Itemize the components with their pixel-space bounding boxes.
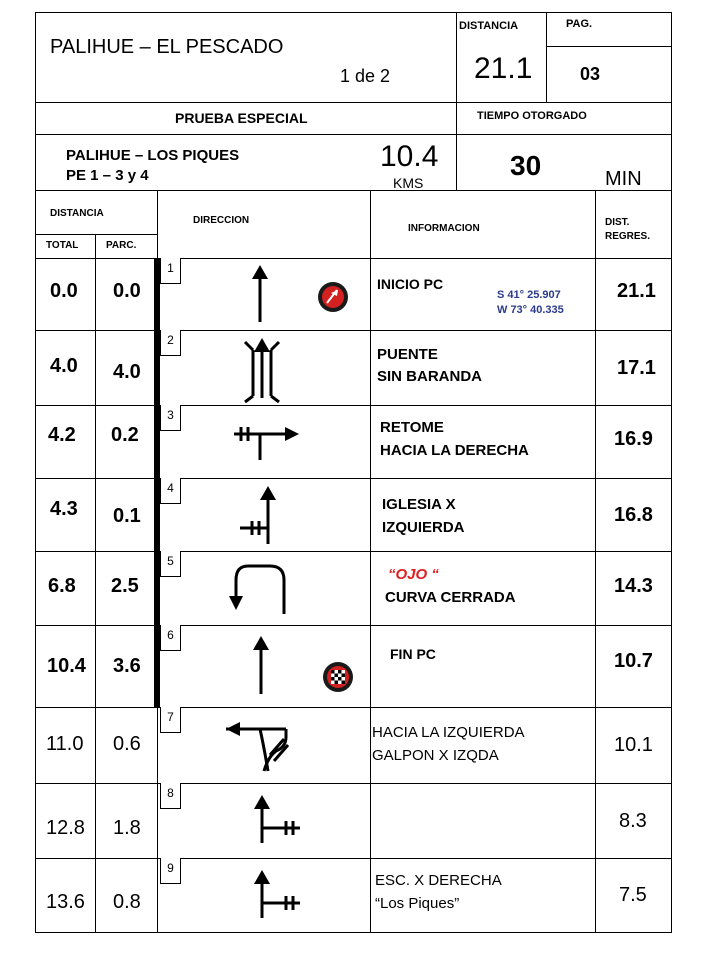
info-line-2: SIN BARANDA	[377, 368, 482, 385]
partial-distance: 3.6	[113, 655, 141, 677]
info-line-1: HACIA LA IZQUIERDA	[372, 724, 525, 741]
total-distance: 12.8	[46, 817, 85, 839]
turn-left-up-icon	[238, 486, 278, 546]
info-line-1: FIN PC	[390, 646, 436, 662]
col-direccion: DIRECCION	[193, 215, 250, 226]
total-distance: 4.2	[48, 424, 76, 446]
stage-km-unit: KMS	[393, 175, 424, 191]
step-number: 1	[160, 258, 181, 284]
total-distance: 6.8	[48, 575, 76, 597]
step-number: 3	[160, 405, 181, 431]
step-number: 2	[160, 330, 181, 356]
partial-distance: 0.2	[111, 424, 139, 446]
straight-right-junction-icon	[254, 870, 304, 920]
partial-distance: 0.1	[113, 505, 141, 527]
info-line-1: IGLESIA X	[382, 496, 456, 513]
fork-left-icon	[224, 717, 300, 773]
total-distance-value: 21.1	[474, 52, 533, 85]
step-number: 7	[160, 707, 181, 733]
stage-route: PALIHUE – LOS PIQUES	[66, 147, 240, 164]
warning-label: “OJO “	[388, 566, 439, 583]
col-dist-regres-2: REGRES.	[605, 231, 651, 242]
step-number: 5	[160, 551, 181, 577]
straight-right-junction-icon	[254, 795, 304, 845]
remaining-distance: 16.9	[614, 428, 653, 450]
info-line-2: “Los Piques”	[375, 895, 460, 912]
info-line-2: HACIA LA DERECHA	[380, 442, 529, 459]
tiempo-otorgado-label: TIEMPO OTORGADO	[477, 110, 587, 122]
pag-label: PAG.	[566, 18, 593, 30]
remaining-distance: 21.1	[617, 280, 656, 302]
arrow-straight-icon	[245, 265, 275, 325]
step-number: 9	[160, 858, 181, 884]
partial-distance: 2.5	[111, 575, 139, 597]
remaining-distance: 10.7	[614, 650, 653, 672]
gps-latitude: S 41° 25.907	[497, 289, 561, 301]
turn-right-icon	[232, 420, 302, 460]
col-parc: PARC.	[106, 240, 137, 251]
info-line-2: GALPON X IZQDA	[372, 747, 499, 764]
stage-km-value: 10.4	[380, 140, 439, 173]
col-informacion: INFORMACION	[408, 223, 480, 234]
partial-distance: 0.8	[113, 891, 141, 913]
partial-distance: 4.0	[113, 361, 141, 383]
time-unit: MIN	[605, 168, 642, 190]
remaining-distance: 16.8	[614, 504, 653, 526]
step-number: 4	[160, 478, 181, 504]
total-distance: 0.0	[50, 280, 78, 302]
time-value: 30	[510, 150, 542, 181]
total-distance: 4.3	[50, 498, 78, 520]
step-number: 8	[160, 783, 181, 809]
roadbook-title: PALIHUE – EL PESCADO	[50, 36, 284, 58]
bridge-icon	[240, 336, 284, 400]
step-number: 6	[160, 625, 181, 651]
total-distance: 10.4	[47, 655, 86, 677]
remaining-distance: 14.3	[614, 575, 653, 597]
remaining-distance: 17.1	[617, 357, 656, 379]
total-distance: 4.0	[50, 355, 78, 377]
remaining-distance: 8.3	[619, 810, 647, 832]
distancia-header: DISTANCIA	[459, 20, 519, 32]
total-distance: 11.0	[46, 733, 84, 755]
info-line-1: INICIO PC	[377, 276, 444, 292]
partial-distance: 1.8	[113, 817, 141, 839]
col-dist-regres-1: DIST.	[605, 217, 630, 228]
col-total: TOTAL	[46, 240, 79, 251]
page-of-label: 1 de 2	[340, 66, 391, 86]
gps-longitude: W 73° 40.335	[497, 304, 564, 316]
arrow-straight-icon	[246, 636, 276, 696]
stage-pe: PE 1 – 3 y 4	[66, 167, 149, 184]
remaining-distance: 10.1	[614, 734, 653, 756]
remaining-distance: 7.5	[619, 884, 647, 906]
partial-distance: 0.0	[113, 280, 141, 302]
info-line-2: IZQUIERDA	[382, 519, 465, 536]
info-line-1: ESC. X DERECHA	[375, 872, 502, 889]
info-line-2: CURVA CERRADA	[385, 589, 516, 606]
hairpin-icon	[226, 562, 292, 618]
prueba-especial-label: PRUEBA ESPECIAL	[175, 110, 308, 126]
start-flag-icon	[317, 281, 349, 313]
total-distance: 13.6	[46, 891, 85, 913]
info-line-1: RETOME	[380, 419, 444, 436]
page-number: 03	[580, 64, 601, 84]
col-distancia: DISTANCIA	[50, 208, 104, 219]
partial-distance: 0.6	[113, 733, 141, 755]
finish-flag-icon	[322, 660, 354, 694]
info-line-1: PUENTE	[377, 346, 438, 363]
